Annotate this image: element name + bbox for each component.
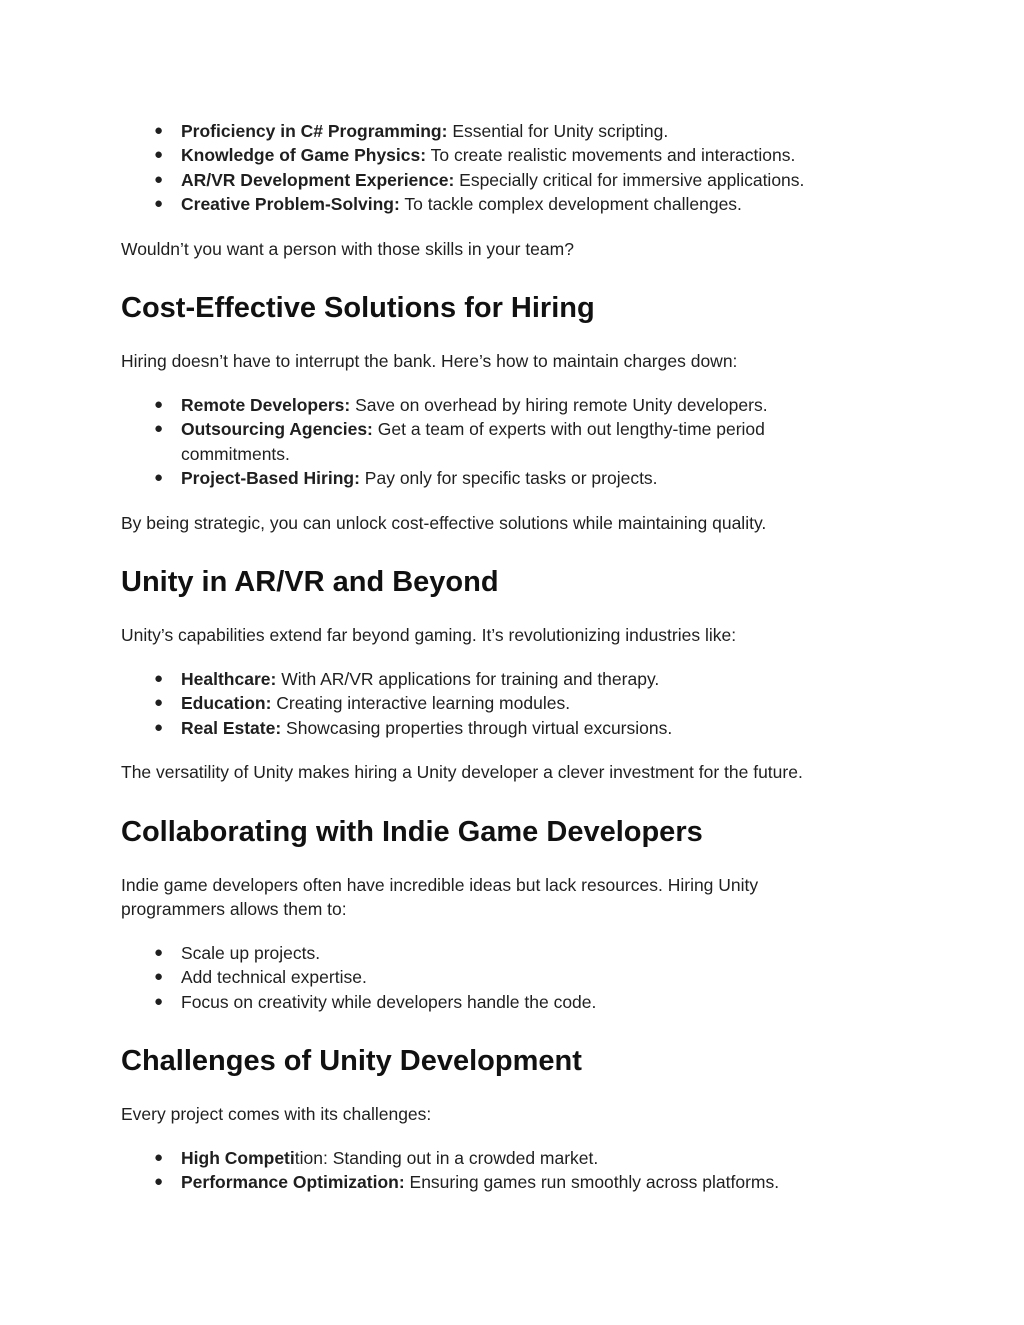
paragraph: Unity’s capabilities extend far beyond gaming. It’s revolutionizing industries like:	[121, 625, 737, 645]
paragraph: Indie game developers often have incredible ideas but lack resources. Hiring Unity programmers allows them to:	[121, 875, 759, 919]
list-item: ● Project-Based Hiring: Pay only for specific tasks or projects.	[121, 466, 821, 490]
list-item: ● High Competition: Standing out in a crowded market.	[121, 1146, 881, 1170]
bullet-icon: ●	[154, 468, 164, 486]
list-item: ● Knowledge of Game Physics: To create realistic movements and interactions.	[121, 143, 881, 167]
list-item: ● Creative Problem-Solving: To tackle complex development challenges.	[121, 192, 881, 216]
bullet-icon: ●	[154, 670, 164, 687]
list-item: ● Healthcare: With AR/VR applications for training and therapy.	[121, 667, 881, 691]
bullet-icon: ●	[154, 146, 164, 164]
bullet-icon: ●	[154, 992, 164, 1010]
bullet-icon: ●	[154, 194, 164, 212]
bullet-icon: ●	[154, 1173, 164, 1191]
bullet-icon: ●	[154, 122, 164, 139]
industries-list	[121, 667, 881, 740]
section-heading-challenges: Challenges of Unity Development	[121, 1045, 582, 1077]
section-heading-cost: Cost-Effective Solutions for Hiring	[121, 292, 595, 324]
paragraph: By being strategic, you can unlock cost-effective solutions while maintaining quality.	[121, 513, 767, 533]
paragraph: Wouldn’t you want a person with those skills in your team?	[121, 239, 574, 259]
list-item: ● Outsourcing Agencies: Get a team of experts with out lengthy-time period commitments.	[154, 419, 765, 464]
paragraph: The versatility of Unity makes hiring a Unity developer a clever investment for the future.	[121, 762, 803, 782]
list-item: ● Scale up projects.	[121, 941, 881, 965]
list-item: ● Focus on creativity while developers handle the code.	[121, 990, 881, 1014]
section-heading-arvr: Unity in AR/VR and Beyond	[121, 566, 499, 598]
indie-list	[121, 941, 881, 1014]
bullet-icon: ●	[154, 420, 164, 438]
list-item: ● Remote Developers: Save on overhead by hiring remote Unity developers.	[121, 393, 821, 417]
paragraph: Hiring doesn’t have to interrupt the bank. Here’s how to maintain charges down:	[121, 351, 738, 371]
list-item: ● Performance Optimization: Ensuring games run smoothly across platforms.	[121, 1170, 881, 1194]
challenges-list	[121, 1146, 881, 1195]
list-item: ● Proficiency in C# Programming: Essential for Unity scripting.	[121, 119, 881, 143]
paragraph: Every project comes with its challenges:	[121, 1104, 432, 1124]
list-item: ● Add technical expertise.	[121, 965, 881, 989]
bullet-icon: ●	[154, 170, 164, 188]
list-item: ● Education: Creating interactive learning modules.	[121, 691, 881, 715]
bullet-icon: ●	[154, 944, 164, 961]
cost-list	[121, 393, 821, 490]
section-heading-indie: Collaborating with Indie Game Developers	[121, 816, 703, 848]
bullet-icon: ●	[154, 694, 164, 712]
list-item: ● AR/VR Development Experience: Especially critical for immersive applications.	[121, 168, 881, 192]
bullet-icon: ●	[154, 968, 164, 986]
bullet-icon: ●	[154, 718, 164, 736]
skills-list	[121, 119, 881, 216]
bullet-icon: ●	[154, 396, 164, 413]
list-item: ● Real Estate: Showcasing properties through virtual excursions.	[121, 716, 881, 740]
bullet-icon: ●	[154, 1149, 164, 1166]
